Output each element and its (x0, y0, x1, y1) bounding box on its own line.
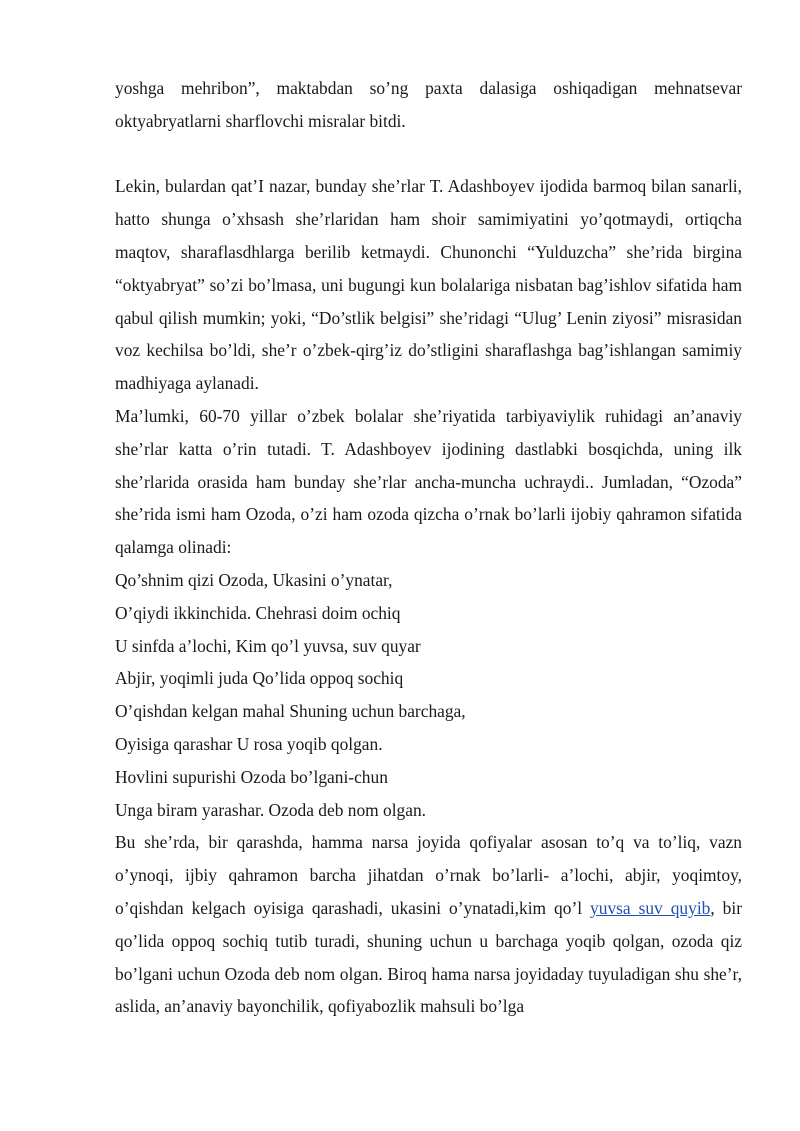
analysis-text-end: , bir qo’lida oppoq sochiq tutib turadi, shuning uchun u barchaga yoqib qolgan, ozoda qiz bo’lgani uchun Ozoda deb nom olgan. Biroq hama narsa joyidaday tuyuladigan shu she’r, aslida, an’anaviy bayonchilik, qofiyabozlik mahsuli bo’lga (115, 897, 743, 1017)
poem-line: Hovlini supurishi Ozoda bo’lgani-chun (115, 766, 388, 787)
poem-ozoda (115, 564, 742, 826)
analysis-text-start: Bu she’rda, bir qarashda, hamma narsa joyida qofiyalar asosan to’q va to’liq, vazn o’ynoqi, ijbiy qahramon barcha jihatdan o’rnak bo’larli- a’lochi, abjir, yoqimtoy, o’qishdan kelgach oyisiga qarashadi, ukasini o’ynatadi,kim qo’l (115, 832, 742, 918)
poem-line: O’qiydi ikkinchida. Chehrasi doim ochiq (115, 602, 401, 623)
poem-line: Oyisiga qarashar U rosa yoqib qolgan. (115, 733, 383, 754)
poem-line: Qo’shnim qizi Ozoda, Ukasini o’ynatar, (115, 569, 393, 590)
poem-line: O’qishdan kelgan mahal Shuning uchun barchaga, (115, 701, 466, 722)
poem-line: Abjir, yoqimli juda Qo’lida oppoq sochiq (115, 668, 404, 689)
paragraph-malumki: Ma’lumki, 60-70 yillar o’zbek bolalar she’riyatida tarbiyaviylik ruhidagi an’anaviy she’rlar katta o’rin tutadi. T. Adashboyev ijodining dastlabki bosqichda, uning ilk she’rlarida orasida ham bunday she’rlar ancha-muncha uchraydi.. Jumladan, “Ozoda” she’rida ismi ham Ozoda, o’zi ham ozoda qizcha o’rnak bo’larli ijobiy qahramon sifatida qalamga olinadi: (115, 405, 742, 558)
paragraph-spacer (115, 138, 742, 171)
document-page (115, 72, 742, 1023)
paragraph-adashboyev: Lekin, bulardan qat’I nazar, bunday she’rlar T. Adashboyev ijodida barmoq bilan sanarli, hatto shunga o’xhsash she’rlaridan ham shoir samimiyatini yo’qotmaydi, ortiqcha maqtov, sharaflasdhlarga berilib ketmaydi. Chunonchi “Yulduzcha” she’rida birgina “oktyabryat” so’zi bo’lmasa, uni bugungi kun bolalariga nisbatan bag’ishlov sifatida ham qabul qilish mumkin; yoki, “Do’stlik belgisi” she’ridagi “Ulug’ Lenin ziyosi” misrasidan voz kechilsa bo’ldi, she’r o’zbek-qirg’iz do’stligini sharaflashga bag’ishlangan samimiy madhiyaga aylanadi. (115, 176, 742, 394)
poem-line: U sinfda a’lochi, Kim qo’l yuvsa, suv quyar (115, 635, 421, 656)
poem-line: Unga biram yarashar. Ozoda deb nom olgan. (115, 799, 427, 820)
paragraph-analysis (115, 826, 742, 1023)
yuvsa-suv-quyib-link[interactable]: yuvsa suv quyib (590, 897, 711, 918)
paragraph-intro: yoshga mehribon”, maktabdan so’ng paxta dalasiga oshiqadigan mehnatsevar oktyabryatlarni sharflovchi misralar bitdi. (115, 78, 742, 131)
